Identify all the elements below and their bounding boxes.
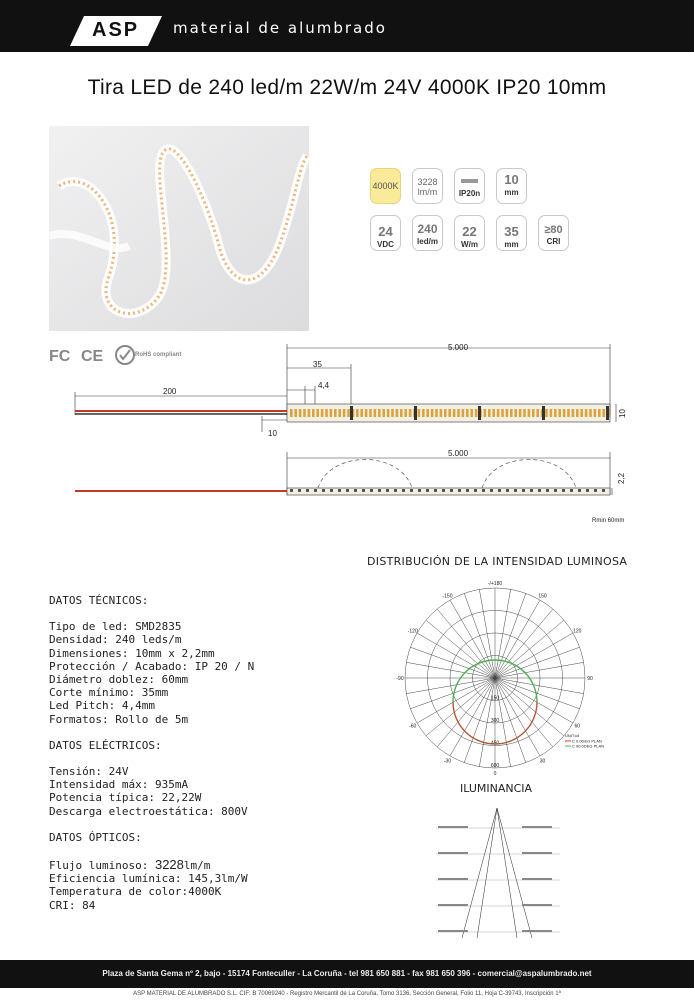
led-chip xyxy=(356,409,359,417)
led-chip-side xyxy=(338,489,341,492)
polar-title: DISTRIBUCIÓN DE LA INTENSIDAD LUMINOSA xyxy=(367,555,628,568)
polar-radial-label: 150 xyxy=(490,695,500,702)
led-chip xyxy=(343,409,346,417)
led-chip xyxy=(435,409,438,417)
led-chip-side xyxy=(498,489,501,492)
led-chip xyxy=(404,409,407,417)
cut-mark xyxy=(350,406,353,420)
polar-angle-label: -90 xyxy=(396,676,404,682)
width-icon: 10 mm xyxy=(496,168,527,204)
cut-mark xyxy=(478,406,481,420)
polar-angle-label: 90 xyxy=(587,676,593,682)
led-chip xyxy=(382,409,385,417)
led-chip xyxy=(325,409,328,417)
led-chip-side xyxy=(330,489,333,492)
led-chip xyxy=(528,409,531,417)
led-chip xyxy=(536,409,539,417)
spec-line: Tensión: 24V xyxy=(49,765,129,779)
led-chip xyxy=(532,409,535,417)
ilum-title: ILUMINANCIA xyxy=(460,782,533,795)
cut-mark xyxy=(542,406,545,420)
product-photo xyxy=(49,126,309,331)
led-chip xyxy=(321,409,324,417)
led-chip xyxy=(374,409,377,417)
led-chip xyxy=(563,409,566,417)
led-chip xyxy=(378,409,381,417)
led-chip-side xyxy=(346,489,349,492)
led-chip-side xyxy=(434,489,437,492)
led-chip xyxy=(523,409,526,417)
polar-diagram xyxy=(395,578,605,778)
polar-angle-label: -30 xyxy=(443,758,452,765)
led-chip xyxy=(330,409,333,417)
spec-line: Potencia típica: 22,22W xyxy=(49,791,202,805)
spec-line: Corte mínimo: 35mm xyxy=(49,686,169,700)
led-chip xyxy=(316,409,319,417)
flux-value: 3228 xyxy=(154,857,184,873)
voltage-icon: 24 VDC xyxy=(370,215,401,251)
led-chip-side xyxy=(514,489,517,492)
led-chip-side xyxy=(578,489,581,492)
polar-angle-label: 30 xyxy=(539,758,546,765)
led-chip xyxy=(519,409,522,417)
led-chip xyxy=(572,409,575,417)
led-chip-side xyxy=(530,489,533,492)
led-chip xyxy=(308,409,311,417)
led-chip xyxy=(567,409,570,417)
cut-length-label: 35 xyxy=(313,360,322,369)
spec-line: Diámetro doblez: 60mm xyxy=(49,673,189,687)
led-chip-side xyxy=(370,489,373,492)
spec-line: Descarga electroestática: 800V xyxy=(49,804,248,818)
power-icon: 22 W/m xyxy=(454,215,485,251)
led-chip xyxy=(453,409,456,417)
led-chip xyxy=(347,409,350,417)
polar-angle-label: 120 xyxy=(573,628,582,635)
led-chip xyxy=(431,409,434,417)
led-chip xyxy=(396,409,399,417)
spec-line: Intensidad máx: 935mA xyxy=(49,778,189,792)
led-chip-side xyxy=(410,489,413,492)
lumen-icon: 3228 lm/m xyxy=(412,168,443,204)
led-chip-side xyxy=(290,489,293,492)
led-chip xyxy=(400,409,403,417)
led-chip xyxy=(589,409,592,417)
led-chip-side xyxy=(306,489,309,492)
polar-angle-label: -120 xyxy=(407,628,418,635)
led-chip xyxy=(558,409,561,417)
led-chip xyxy=(580,409,583,417)
led-chip xyxy=(585,409,588,417)
polar-radial-label: 450 xyxy=(490,740,500,747)
led-chip xyxy=(290,409,293,417)
led-chip-side xyxy=(594,489,597,492)
led-chip-side xyxy=(354,489,357,492)
led-chip-side xyxy=(482,489,485,492)
led-chip xyxy=(409,409,412,417)
tech-title: DATOS TÉCNICOS: xyxy=(49,594,149,607)
led-chip xyxy=(466,409,469,417)
led-chip-side xyxy=(490,489,493,492)
illuminance-diagram xyxy=(422,798,572,948)
led-chip-side xyxy=(298,489,301,492)
led-chip xyxy=(506,409,509,417)
spec-line: Formatos: Rollo de 5m xyxy=(49,712,189,726)
spec-line: Led Pitch: 4,4mm xyxy=(49,699,155,713)
led-chip xyxy=(470,409,473,417)
spec-line: Protección / Acabado: IP 20 / N xyxy=(49,659,255,673)
led-chip xyxy=(594,409,597,417)
led-chip xyxy=(426,409,429,417)
elec-title: DATOS ELÉCTRICOS: xyxy=(49,738,162,752)
led-chip xyxy=(492,409,495,417)
led-density-icon: 240 led/m xyxy=(412,215,443,251)
total-length-label-2: 5.000 xyxy=(448,449,469,458)
logo-text: ASP xyxy=(92,19,140,41)
led-chip-side xyxy=(562,489,565,492)
rmin-label: Rmin 60mm xyxy=(592,518,625,524)
led-chip-side xyxy=(586,489,589,492)
led-chip xyxy=(294,409,297,417)
led-chip xyxy=(299,409,302,417)
fc-logo: FC xyxy=(49,348,71,365)
led-chip xyxy=(338,409,341,417)
legend-c0: C 0.0DEG PLAN xyxy=(572,738,602,744)
cut-mark xyxy=(414,406,417,420)
led-chip-side xyxy=(546,489,549,492)
led-chip xyxy=(334,409,337,417)
led-chip xyxy=(602,409,605,417)
page-title: Tira LED de 240 led/m 22W/m 24V 4000K IP20 10mm xyxy=(87,76,607,99)
led-chip-side xyxy=(402,489,405,492)
led-chip xyxy=(387,409,390,417)
opt-title: DATOS ÓPTICOS: xyxy=(49,830,142,844)
specs-block xyxy=(49,594,254,912)
spec-line: CRI: 84 xyxy=(49,898,96,912)
dimension-drawing xyxy=(50,340,650,530)
spec-line: Densidad: 240 leds/m xyxy=(49,633,182,647)
led-chip-side xyxy=(386,489,389,492)
header-bar xyxy=(0,0,694,52)
pitch-label: 4,4 xyxy=(318,381,330,390)
led-chip-side xyxy=(538,489,541,492)
led-chip xyxy=(488,409,491,417)
cri-icon: ≥80 CRI xyxy=(538,215,569,251)
led-chip xyxy=(484,409,487,417)
led-chip-side xyxy=(442,489,445,492)
led-chip xyxy=(365,409,368,417)
led-chip xyxy=(510,409,513,417)
ce-logo: CE xyxy=(81,348,104,365)
cut-mark xyxy=(606,406,609,420)
led-chip-side xyxy=(522,489,525,492)
spec-line: Temperatura de color:4000K xyxy=(49,885,222,899)
led-chip xyxy=(598,409,601,417)
led-chip xyxy=(514,409,517,417)
led-chip xyxy=(501,409,504,417)
led-chip xyxy=(422,409,425,417)
led-chip-side xyxy=(570,489,573,492)
led-chip xyxy=(418,409,421,417)
legend-unit: UNIT:cd xyxy=(565,733,580,738)
led-chip-side xyxy=(394,489,397,492)
led-chip xyxy=(475,409,478,417)
led-chip xyxy=(391,409,394,417)
thickness-label: 2,2 xyxy=(617,472,626,484)
led-chip xyxy=(444,409,447,417)
cable-offset-label: 10 xyxy=(268,429,277,438)
polar-angle-label: 0 xyxy=(493,771,497,777)
led-chip xyxy=(545,409,548,417)
led-chip xyxy=(462,409,465,417)
led-chip xyxy=(448,409,451,417)
led-chip-side xyxy=(602,489,605,492)
spec-line: Dimensiones: 10mm x 2,2mm xyxy=(49,646,215,660)
polar-radial-label: 600 xyxy=(490,763,500,769)
led-chip-side xyxy=(314,489,317,492)
polar-angle-label: 60 xyxy=(574,723,581,730)
led-chip-side xyxy=(322,489,325,492)
led-chip xyxy=(312,409,315,417)
led-chip xyxy=(303,409,306,417)
led-chip-side xyxy=(554,489,557,492)
polar-angle-label: 150 xyxy=(538,593,547,600)
tagline: material de alumbrado xyxy=(173,19,387,37)
led-chip-side xyxy=(466,489,469,492)
led-chip xyxy=(497,409,500,417)
led-chip xyxy=(550,409,553,417)
led-chip xyxy=(369,409,372,417)
flux-line: Flujo luminoso: 3228lm/m xyxy=(49,857,211,873)
led-chip xyxy=(440,409,443,417)
rohs-logo: RoHS compliant xyxy=(135,352,182,358)
led-chip-side xyxy=(418,489,421,492)
polar-angle-label: -150 xyxy=(442,593,453,600)
spec-line: Tipo de led: SMD2835 xyxy=(49,620,182,634)
led-chip-side xyxy=(362,489,365,492)
polar-angle-label: -60 xyxy=(409,723,417,730)
led-chip-side xyxy=(506,489,509,492)
led-chip-side xyxy=(474,489,477,492)
polar-angle-label: -/+180 xyxy=(487,581,503,587)
led-chip xyxy=(457,409,460,417)
spec-line: Eficiencia lumínica: 145,3lm/W xyxy=(49,872,248,886)
cut-icon: 35 mm xyxy=(496,215,527,251)
cable-length-label: 200 xyxy=(163,387,177,396)
led-chip xyxy=(554,409,557,417)
ip-rating-icon: IP20n xyxy=(454,168,485,204)
width-label: 10 xyxy=(618,409,627,418)
polar-radial-label: 300 xyxy=(490,718,500,724)
footer-legal: ASP MATERIAL DE ALUMBRADO S.L. CIF: B 70069240 - Registro Mercantil de La Coruña, Tomo 3136, Sección General, Folio 11, Hoja C-39743, Inscripción 1ª xyxy=(133,991,561,997)
led-chip-side xyxy=(458,489,461,492)
legend-c90: C 90.0DEG PLAN xyxy=(572,743,605,749)
led-chip-side xyxy=(426,489,429,492)
color-temp-icon: 4000K xyxy=(370,168,401,204)
total-length-label: 5.000 xyxy=(448,343,469,352)
led-chip xyxy=(360,409,363,417)
led-chip-side xyxy=(378,489,381,492)
led-chip xyxy=(576,409,579,417)
footer-address: Plaza de Santa Gema nº 2, bajo - 15174 Fonteculler - La Coruña - tel 981 650 881 - fax 981 650 396 - comercial@aspalumbrado.net xyxy=(0,960,694,988)
led-chip-side xyxy=(450,489,453,492)
